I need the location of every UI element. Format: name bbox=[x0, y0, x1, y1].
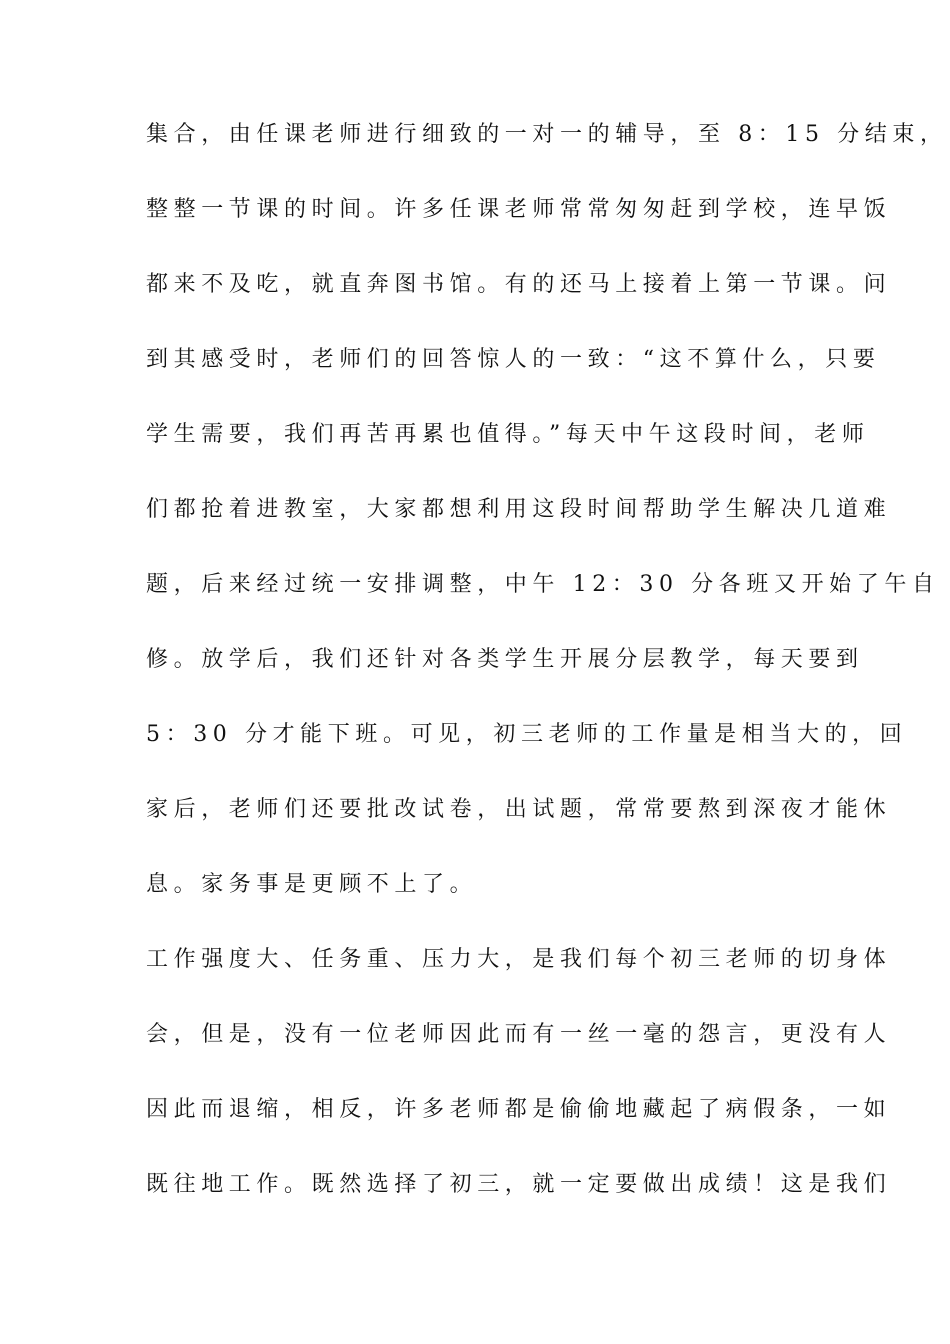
text-line: 工作强度大、任务重、压力大，是我们每个初三老师的切身体 bbox=[146, 947, 892, 972]
text-line: 家后，老师们还要批改试卷，出试题，常常要熬到深夜才能休 bbox=[146, 797, 892, 822]
text-line: 学生需要，我们再苦再累也值得。”每天中午这段时间，老师 bbox=[146, 422, 870, 447]
text-line: 5：30 分才能下班。可见，初三老师的工作量是相当大的，回 bbox=[146, 722, 908, 747]
text-line: 既往地工作。既然选择了初三，就一定要做出成绩！这是我们 bbox=[146, 1172, 892, 1197]
body-text bbox=[146, 122, 948, 1249]
text-line: 集合，由任课老师进行细致的一对一的辅导，至 8：15 分结束， bbox=[146, 122, 948, 147]
text-line: 到其感受时，老师们的回答惊人的一致：“这不算什么，只要 bbox=[146, 347, 881, 372]
text-line: 修。放学后，我们还针对各类学生开展分层教学，每天要到 bbox=[146, 647, 864, 672]
text-line: 们都抢着进教室，大家都想利用这段时间帮助学生解决几道难 bbox=[146, 497, 892, 522]
text-line: 会，但是，没有一位老师因此而有一丝一毫的怨言，更没有人 bbox=[146, 1022, 892, 1047]
text-line: 息。家务事是更顾不上了。 bbox=[146, 872, 478, 897]
text-line: 题，后来经过统一安排调整，中午 12：30 分各班又开始了午自 bbox=[146, 572, 940, 597]
text-line: 都来不及吃，就直奔图书馆。有的还马上接着上第一节课。问 bbox=[146, 272, 892, 297]
text-line: 整整一节课的时间。许多任课老师常常匆匆赶到学校，连早饭 bbox=[146, 197, 892, 222]
text-line: 因此而退缩，相反，许多老师都是偷偷地藏起了病假条，一如 bbox=[146, 1097, 892, 1122]
